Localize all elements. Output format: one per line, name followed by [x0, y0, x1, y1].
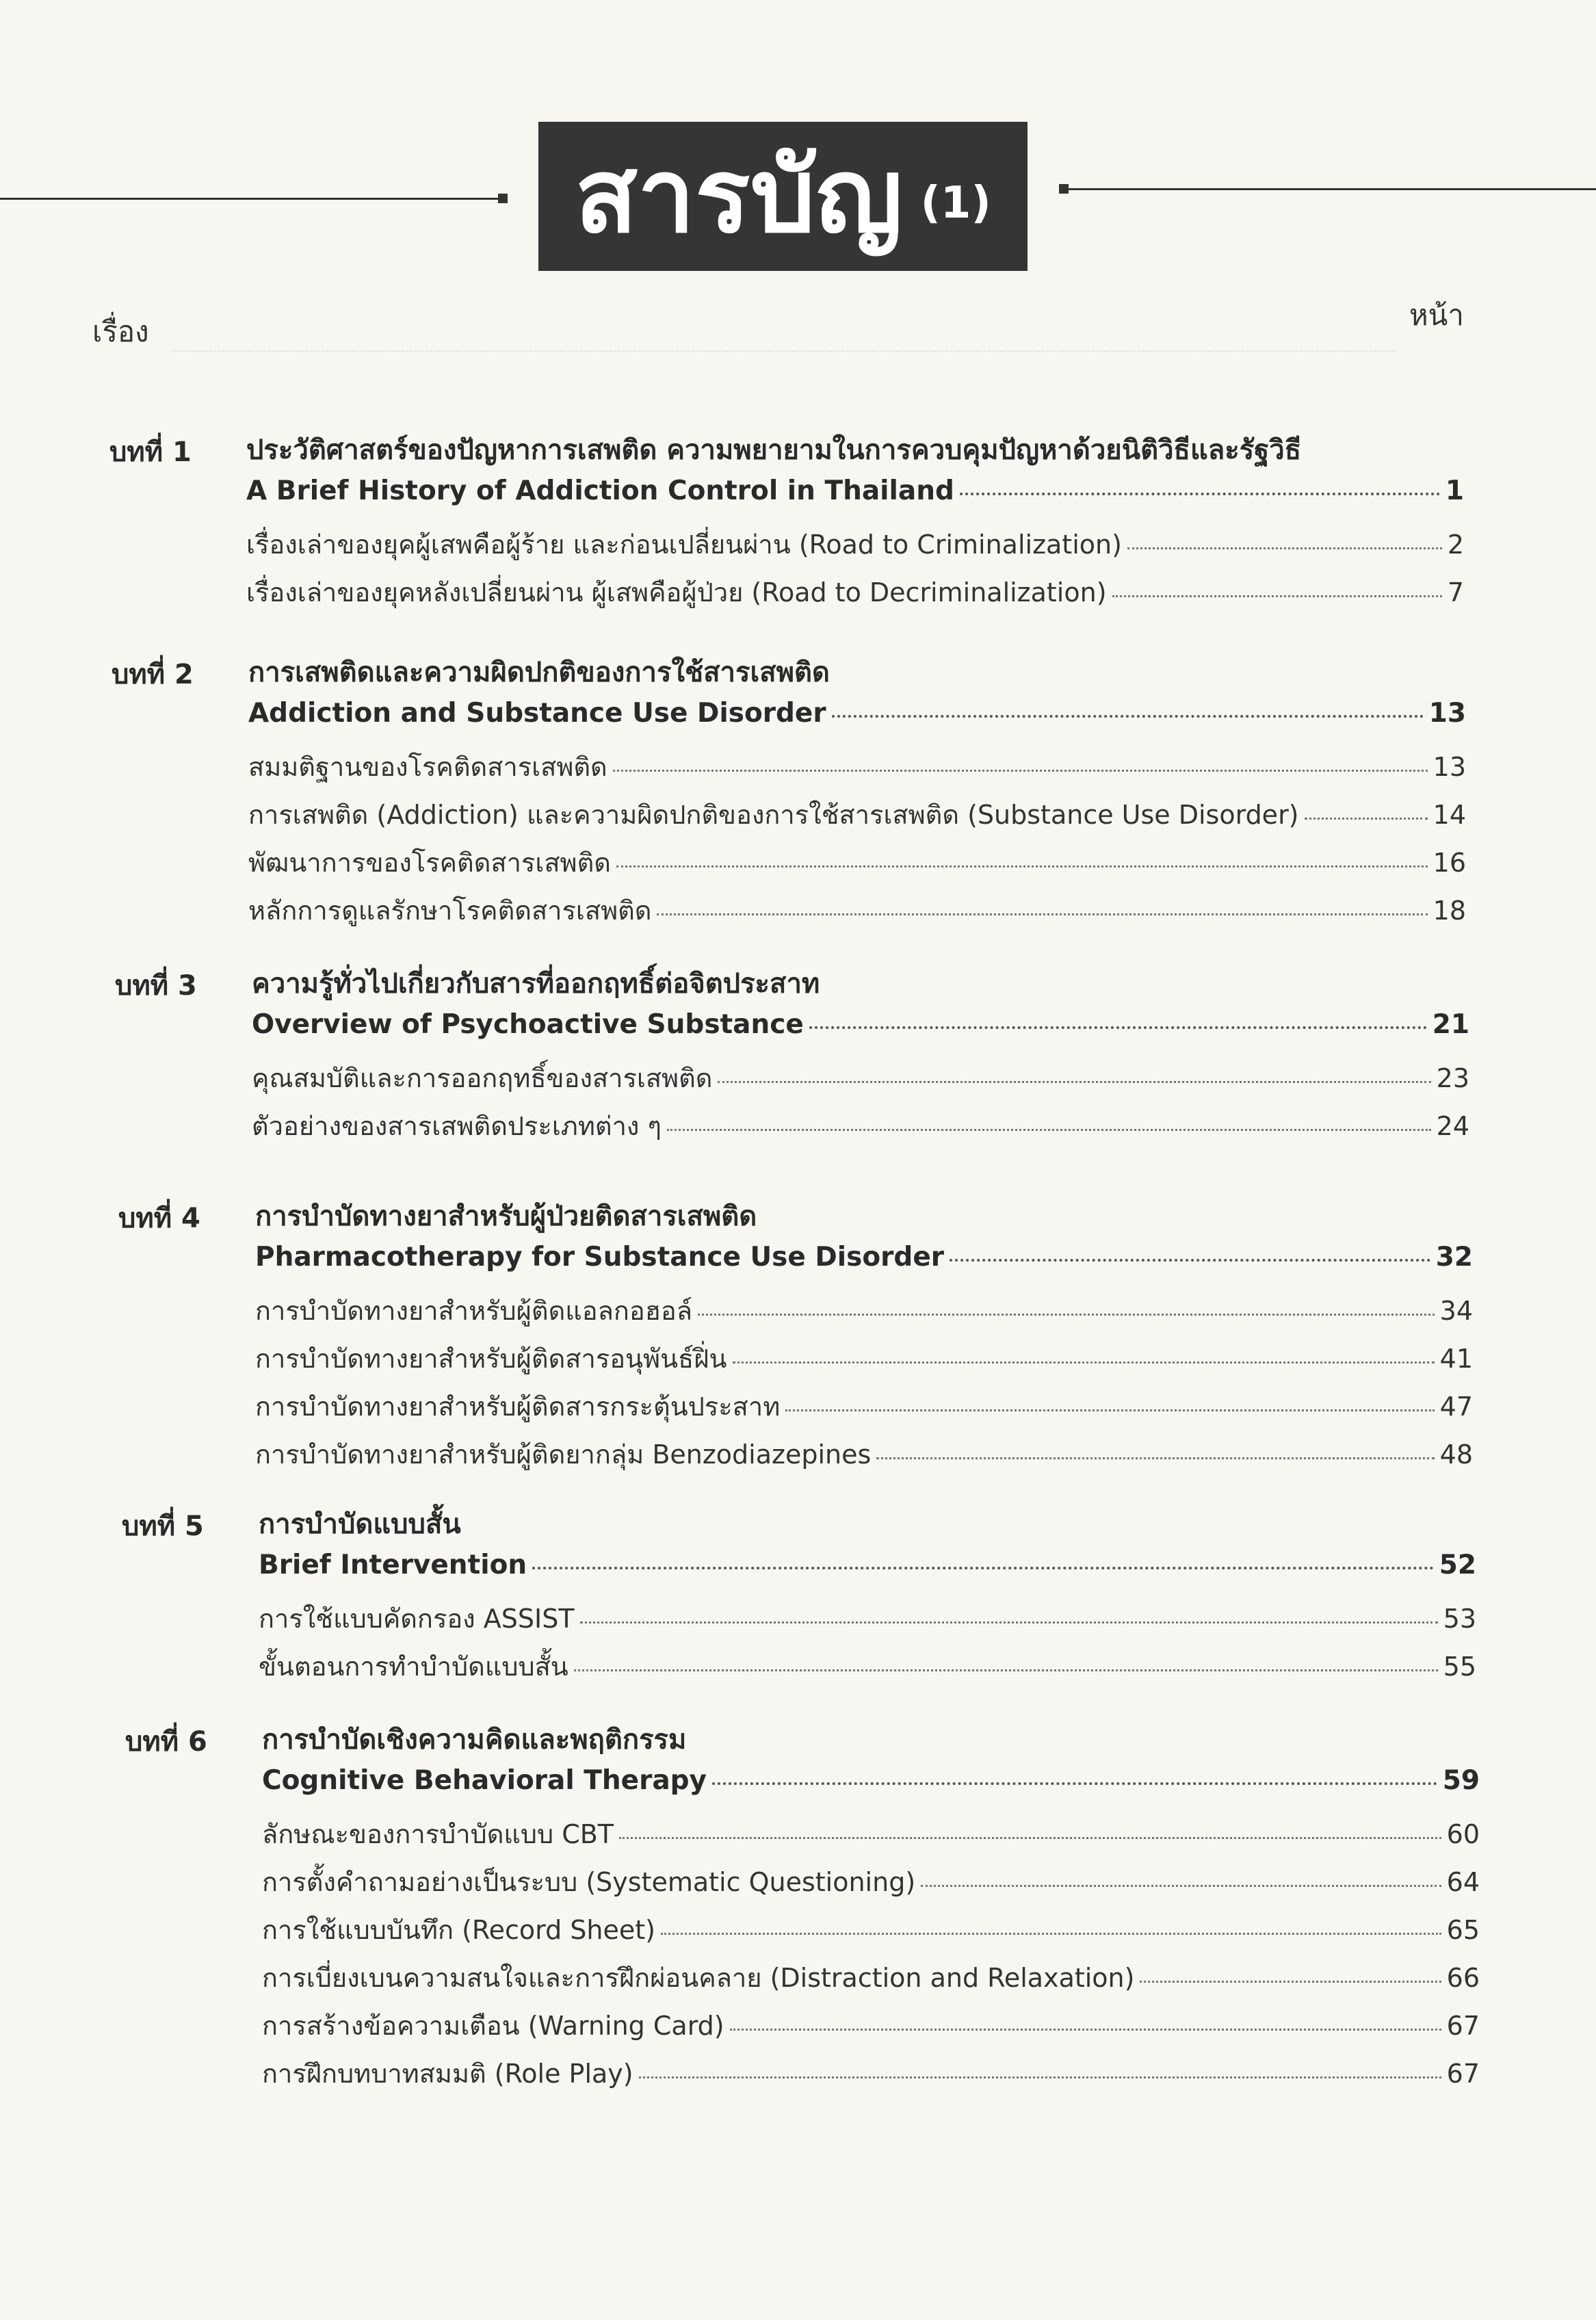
section-entry: [246, 523, 1464, 562]
chapter-title-en-page: 32: [1435, 1242, 1473, 1273]
dot-leader: [718, 1081, 1430, 1083]
section-entry-title: การบำบัดทางยาสำหรับผู้ติดยากลุ่ม Benzodiazepines: [255, 1439, 872, 1470]
section-entry: [262, 1813, 1480, 1851]
dot-leader: [619, 1837, 1441, 1839]
section-entry-title: การบำบัดทางยาสำหรับผู้ติดสารกระตุ้นประสาท: [255, 1392, 781, 1422]
chapter-title-th-title: ความรู้ทั่วไปเกี่ยวกับสารที่ออกฤทธิ์ต่อจิตประสาท: [252, 968, 820, 1000]
section-entry-title: การเสพติด (Addiction) และความผิดปกติของการใช้สารเสพติด (Substance Use Disorder): [248, 800, 1299, 830]
section-entry-title: การตั้งคำถามอย่างเป็นระบบ (Systematic Questioning): [262, 1867, 916, 1897]
chapter-title-en-page: 21: [1432, 1009, 1469, 1040]
chapter-label: บทที่ 2: [112, 659, 194, 690]
section-entry-page: 34: [1439, 1296, 1473, 1326]
section-entry-page: 66: [1446, 1963, 1480, 1993]
chapter-title-th-title: การบำบัดเชิงความคิดและพฤติกรรม: [262, 1724, 687, 1756]
section-entry-page: 16: [1433, 848, 1466, 878]
section-entry: [262, 1957, 1480, 1995]
chapter-title-en: [255, 1242, 1473, 1280]
dot-leader: [809, 1026, 1427, 1029]
section-entry: [259, 1645, 1476, 1684]
page-title: สารบัญ: [575, 137, 903, 256]
section-entry-page: 24: [1436, 1111, 1469, 1141]
chapter-title-en-title: Brief Intervention: [259, 1550, 527, 1580]
header-rule-right-cap: [1059, 184, 1069, 194]
section-entry-page: 2: [1447, 530, 1464, 560]
section-entry: [248, 842, 1466, 880]
section-entry-title: ตัวอย่างของสารเสพติดประเภทต่าง ๆ: [252, 1111, 662, 1141]
dot-leader: [921, 1885, 1441, 1887]
section-entry: [262, 1909, 1480, 1947]
section-entry: [255, 1433, 1473, 1472]
section-entry-title: การสร้างข้อความเตือน (Warning Card): [262, 2011, 724, 2041]
chapter-title-en-title: Addiction and Substance Use Disorder: [248, 698, 826, 729]
dot-leader: [712, 1782, 1437, 1785]
section-entry-page: 64: [1446, 1867, 1480, 1897]
section-entry-title: เรื่องเล่าของยุคผู้เสพคือผู้ร้าย และก่อนเปลี่ยนผ่าน (Road to Criminalization): [246, 530, 1122, 560]
section-entry-page: 55: [1443, 1652, 1476, 1682]
section-entry-page: 23: [1436, 1063, 1469, 1093]
section-entry: [246, 571, 1464, 610]
section-entry-title: การเบี่ยงเบนความสนใจและการฝึกผ่อนคลาย (Distraction and Relaxation): [262, 1963, 1135, 1993]
chapter-title-th-title: การบำบัดแบบสั้น: [259, 1509, 461, 1540]
chapter-label: บทที่ 1: [109, 436, 192, 468]
section-entry-title: การฝึกบทบาทสมมติ (Role Play): [262, 2059, 633, 2089]
section-entry-page: 67: [1446, 2011, 1480, 2041]
section-entry-page: 18: [1433, 896, 1466, 926]
section-entry-page: 41: [1439, 1344, 1473, 1374]
dot-leader: [876, 1457, 1434, 1459]
page-title-number: (1): [920, 178, 991, 229]
section-entry: [252, 1057, 1469, 1095]
dot-leader: [616, 865, 1428, 868]
chapter-title-en: [252, 1009, 1469, 1047]
section-entry-title: การบำบัดทางยาสำหรับผู้ติดแอลกอฮอล์: [255, 1296, 693, 1326]
dot-leader: [580, 1621, 1438, 1624]
section-entry-title: หลักการดูแลรักษาโรคติดสารเสพติด: [248, 896, 652, 926]
chapter-title-en-title: Overview of Psychoactive Substance: [252, 1009, 804, 1040]
chapter-title-en: [262, 1765, 1480, 1803]
section-entry-page: 14: [1433, 800, 1466, 830]
chapter-title-th-title: การเสพติดและความผิดปกติของการใช้สารเสพติด: [248, 657, 830, 688]
chapter-title-en-page: 13: [1428, 698, 1466, 729]
chapter-title-th: [255, 1194, 1473, 1232]
section-entry: [262, 1861, 1480, 1899]
chapter-title-en-title: Cognitive Behavioral Therapy: [262, 1765, 707, 1796]
chapter-label: บทที่ 6: [125, 1726, 207, 1758]
chapter-title-th: [246, 428, 1464, 466]
dot-leader: [639, 2076, 1441, 2078]
dot-leader: [1112, 595, 1442, 597]
chapter-label: บทที่ 3: [115, 970, 197, 1002]
chapter-title-en-title: A Brief History of Addiction Control in Thailand: [246, 475, 954, 506]
dot-leader: [960, 493, 1440, 495]
header-divider: [171, 350, 1396, 352]
dot-leader: [1140, 1981, 1441, 1983]
section-entry: [259, 1598, 1476, 1636]
section-entry-title: การบำบัดทางยาสำหรับผู้ติดสารอนุพันธ์ฝิ่น: [255, 1344, 727, 1374]
chapter-title-th: [259, 1502, 1476, 1540]
dot-leader: [698, 1314, 1435, 1316]
chapter-title-th: [248, 650, 1466, 688]
column-header-page: หน้า: [1409, 298, 1464, 332]
section-entry-page: 48: [1439, 1439, 1473, 1470]
dot-leader: [1305, 818, 1428, 820]
section-entry-page: 7: [1447, 577, 1464, 608]
header-rule-left-cap: [498, 194, 508, 203]
chapter-title-th-title: การบำบัดทางยาสำหรับผู้ป่วยติดสารเสพติด: [255, 1201, 757, 1232]
section-entry: [252, 1105, 1469, 1143]
chapter-title-en: [246, 475, 1464, 514]
dot-leader: [613, 770, 1428, 772]
chapter-label: บทที่ 4: [118, 1203, 200, 1234]
chapter-title-en-page: 1: [1445, 475, 1464, 506]
section-entry: [262, 2052, 1480, 2091]
section-entry: [248, 889, 1466, 928]
header-rule-left: [0, 198, 503, 200]
section-entry-page: 67: [1446, 2059, 1480, 2089]
chapter-title-en: [259, 1550, 1476, 1588]
dot-leader: [1127, 547, 1442, 549]
section-entry: [262, 2005, 1480, 2043]
page-title-box: [538, 122, 1028, 271]
section-entry-page: 47: [1439, 1392, 1473, 1422]
chapter-title-en-page: 52: [1439, 1550, 1476, 1580]
chapter-title-en: [248, 698, 1466, 736]
dot-leader: [661, 1933, 1441, 1935]
section-entry-title: ขั้นตอนการทำบำบัดแบบสั้น: [259, 1652, 568, 1682]
section-entry-page: 65: [1446, 1915, 1480, 1945]
section-entry: [255, 1385, 1473, 1424]
dot-leader: [730, 2029, 1441, 2031]
chapter-title-th: [262, 1717, 1480, 1756]
section-entry: [248, 746, 1466, 784]
section-entry-title: เรื่องเล่าของยุคหลังเปลี่ยนผ่าน ผู้เสพคือผู้ป่วย (Road to Decriminalization): [246, 577, 1107, 608]
section-entry: [255, 1338, 1473, 1376]
section-entry-title: พัฒนาการของโรคติดสารเสพติด: [248, 848, 611, 878]
chapter-title-th-title: ประวัติศาสตร์ของปัญหาการเสพติด ความพยายามในการควบคุมปัญหาด้วยนิติวิธีและรัฐวิธี: [246, 434, 1302, 466]
section-entry-page: 60: [1446, 1819, 1480, 1849]
chapter-label: บทที่ 5: [122, 1511, 204, 1542]
dot-leader: [832, 715, 1424, 718]
chapter-title-th: [252, 961, 1469, 1000]
section-entry-title: ลักษณะของการบำบัดแบบ CBT: [262, 1819, 614, 1849]
section-entry-title: การใช้แบบบันทึก (Record Sheet): [262, 1915, 655, 1945]
section-entry: [248, 794, 1466, 832]
dot-leader: [657, 913, 1427, 915]
dot-leader: [733, 1361, 1435, 1364]
dot-leader: [667, 1129, 1431, 1131]
header-rule-right: [1067, 188, 1596, 190]
dot-leader: [785, 1409, 1434, 1411]
column-header-topic: เรื่อง: [92, 315, 149, 348]
section-entry-title: สมมติฐานของโรคติดสารเสพติด: [248, 752, 607, 782]
section-entry-page: 13: [1433, 752, 1466, 782]
dot-leader: [532, 1567, 1434, 1569]
section-entry-title: การใช้แบบคัดกรอง ASSIST: [259, 1604, 575, 1634]
section-entry-title: คุณสมบัติและการออกฤทธิ์ของสารเสพติด: [252, 1063, 713, 1093]
section-entry-page: 53: [1443, 1604, 1476, 1634]
dot-leader: [574, 1669, 1438, 1671]
chapter-title-en-title: Pharmacotherapy for Substance Use Disorder: [255, 1242, 945, 1273]
dot-leader: [950, 1259, 1430, 1262]
section-entry: [255, 1290, 1473, 1328]
chapter-title-en-page: 59: [1442, 1765, 1480, 1796]
